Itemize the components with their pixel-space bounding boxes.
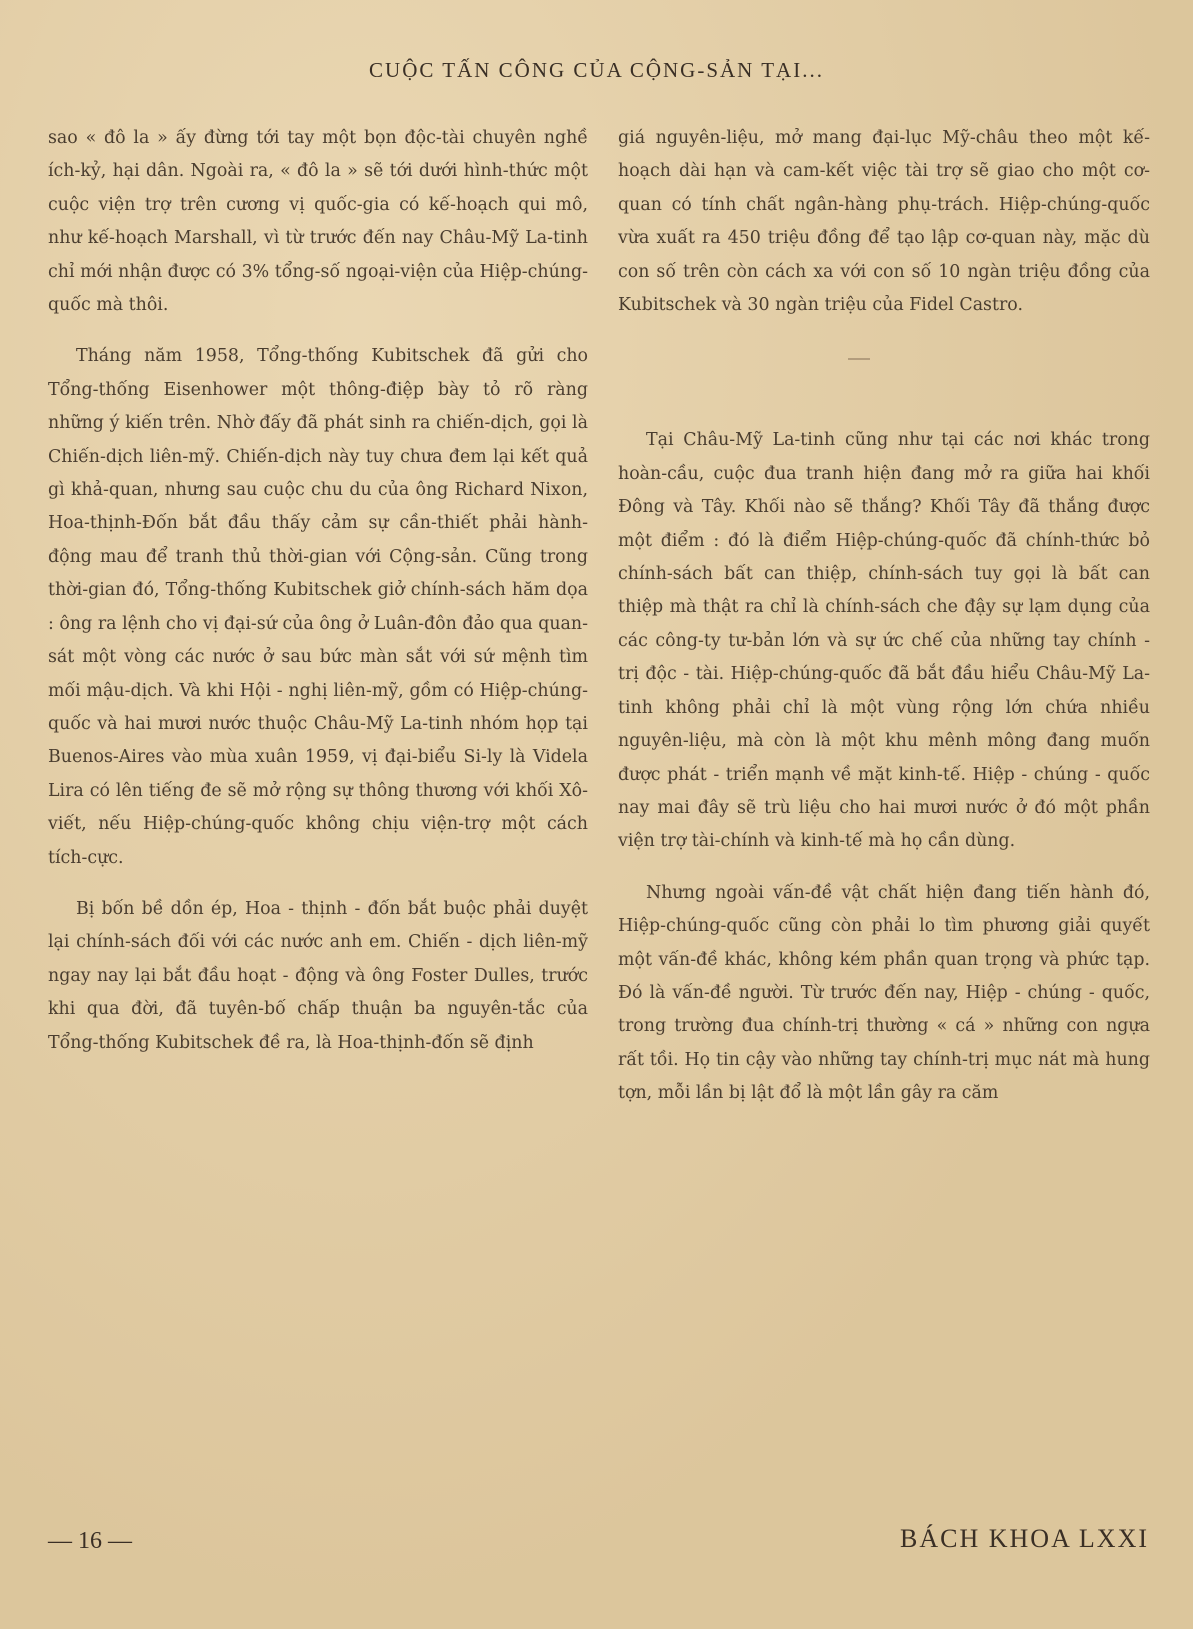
right-paragraph-2: Tại Châu-Mỹ La-tinh cũng như tại các nơi khác trong hoàn-cầu, cuộc đua tranh hiện đang mở ra giữa hai khối Đông và Tây. Khối nào sẽ thắng? Khối Tây đã thắng được một điểm : đó là điểm Hiệp-chúng-quốc đã chính-thức bỏ chính-sách bất can thiệp, chính-sách tuy gọi là bất can thiệp mà thật ra chỉ là chính-sách che đậy sự lạm dụng của các công-ty tư-bản lớn và sự ức chế của những tay chính - trị độc - tài. Hiệp-chúng-quốc đã bắt đầu hiểu Châu-Mỹ La-tinh không phải chỉ là một vùng rộng lớn chứa nhiều nguyên-liệu, mà còn là một khu mênh mông đang muốn được phát - triển mạnh về mặt kinh-tế. Hiệp - chúng - quốc nay mai đây sẽ trù liệu cho hai mươi nước ở đó một phần viện trợ tài-chính và kinh-tế mà họ cần dùng. xyxy=(618,430,1150,852)
right-column xyxy=(618,122,1150,1111)
left-column xyxy=(48,122,588,1060)
left-paragraph-2: Tháng năm 1958, Tổng-thống Kubitschek đã gửi cho Tổng-thống Eisenhower một thông-điệp bày tỏ rõ ràng những ý kiến trên. Nhờ đấy đã phát sinh ra chiến-dịch, gọi là Chiến-dịch liên-mỹ. Chiến-dịch này tuy chưa đem lại kết quả gì khả-quan, nhưng sau cuộc chu du của ông Richard Nixon, Hoa-thịnh-Đốn bắt đầu thấy cảm sự cần-thiết phải hành-động mau để tranh thủ thời-gian với Cộng-sản. Cũng trong thời-gian đó, Tổng-thống Kubitschek giở chính-sách hăm dọa : ông ra lệnh cho vị đại-sứ của ông ở Luân-đôn đảo qua quan-sát một vòng các nước ở sau bức màn sắt với sứ mệnh tìm mối mậu-dịch. Và khi Hội - nghị liên-mỹ, gồm có Hiệp-chúng-quốc và hai mươi nước thuộc Châu-Mỹ La-tinh nhóm họp tại Buenos-Aires vào mùa xuân 1959, vị đại-biểu Si-ly là Videla Lira có lên tiếng đe sẽ mở rộng sự thông thương với khối Xô-viết, nếu Hiệp-chúng-quốc không chịu viện-trợ một cách tích-cực. xyxy=(48,346,588,868)
left-paragraph-3: Bị bốn bề dồn ép, Hoa - thịnh - đốn bắt buộc phải duyệt lại chính-sách đối với các nước anh em. Chiến - dịch liên-mỹ ngay nay lại bắt đầu hoạt - động và ông Foster Dulles, trước khi qua đời, đã tuyên-bố chấp thuận ba nguyên-tắc của Tổng-thống Kubitschek đề ra, là Hoa-thịnh-đốn sẽ định xyxy=(48,898,588,1053)
magazine-issue: BÁCH KHOA LXXI xyxy=(900,1524,1149,1553)
left-paragraph-1: sao « đô la » ấy đừng tới tay một bọn độc-tài chuyên nghề ích-kỷ, hại dân. Ngoài ra, « đô la » sẽ tới dưới hình-thức một cuộc viện trợ trên cương vị quốc-gia có kế-hoạch qui mô, như kế-hoạch Marshall, vì từ trước đến nay Châu-Mỹ La-tinh chỉ mới nhận được có 3% tổng-số ngoại-viện của Hiệp-chúng-quốc mà thôi. xyxy=(48,128,588,316)
section-divider xyxy=(618,322,1150,424)
right-paragraph-3: Nhưng ngoài vấn-đề vật chất hiện đang tiến hành đó, Hiệp-chúng-quốc cũng còn phải lo tìm phương giải quyết một vấn-đề khác, không kém phần quan trọng và phức tạp. Đó là vấn-đề người. Từ trước đến nay, Hiệp - chúng - quốc, trong trường đua chính-trị thường « cá » những con ngựa rất tồi. Họ tin cậy vào những tay chính-trị mục nát mà hung tợn, mỗi lần bị lật đổ là một lần gây ra căm xyxy=(618,882,1150,1104)
right-paragraph-1: giá nguyên-liệu, mở mang đại-lục Mỹ-châu theo một kế-hoạch dài hạn và cam-kết việc tài trợ sẽ giao cho một cơ-quan có tính chất ngân-hàng phụ-trách. Hiệp-chúng-quốc vừa xuất ra 450 triệu đồng để tạo lập cơ-quan này, mặc dù con số trên còn cách xa với con số 10 ngàn triệu đồng của Kubitschek và 30 ngàn triệu của Fidel Castro. xyxy=(618,128,1150,316)
page-number: — 16 — xyxy=(48,1528,132,1554)
running-title: CUỘC TẤN CÔNG CỦA CỘNG-SẢN TẠI... xyxy=(369,58,824,82)
